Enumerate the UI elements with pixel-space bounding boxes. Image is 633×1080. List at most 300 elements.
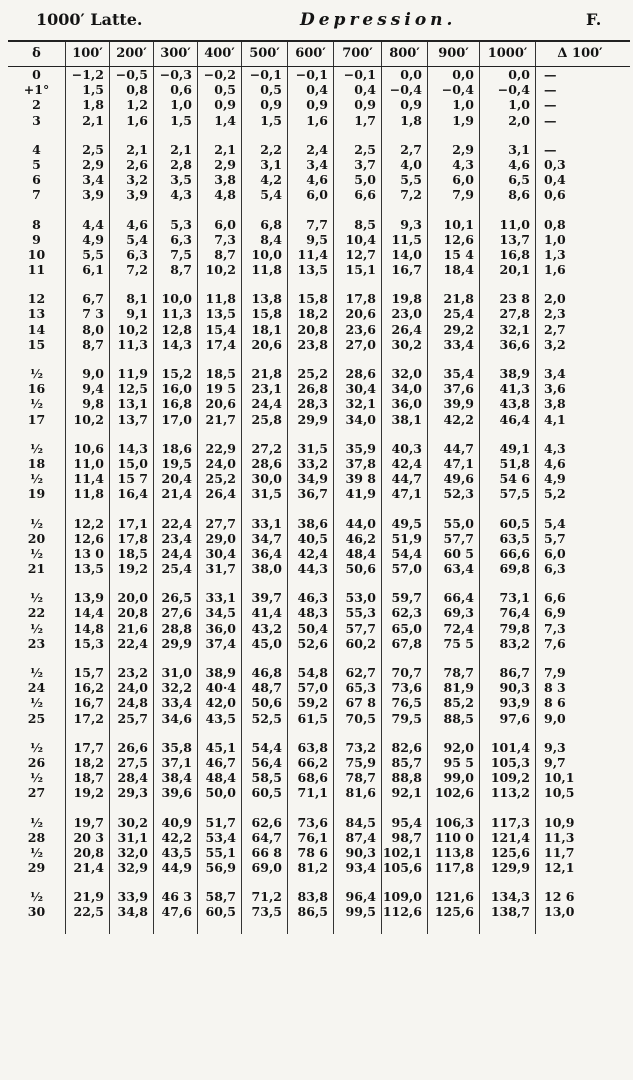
- table-cell: 5,0: [334, 172, 382, 187]
- table-cell: 71,2: [242, 889, 288, 904]
- gap-cell: [8, 801, 66, 815]
- table-cell: 29,9: [288, 412, 334, 427]
- table-cell: 86,5: [288, 904, 334, 919]
- table-cell: 0,9: [334, 97, 382, 112]
- table-cell: 1,0: [544, 231, 566, 247]
- table-row: [8, 337, 630, 352]
- gap-cell: [428, 920, 480, 934]
- table-cell: 13,7: [480, 232, 536, 247]
- table-cell: 19,8: [382, 291, 428, 306]
- table-cell: 2,5: [334, 142, 382, 157]
- table-cell: 12,7: [334, 247, 382, 262]
- gap-cell: [428, 502, 480, 516]
- gap-cell: [428, 801, 480, 815]
- table-cell: 27,8: [480, 306, 536, 321]
- table-cell: 30,4: [198, 546, 242, 561]
- table-cell: 50,6: [334, 561, 382, 576]
- table-row: [8, 665, 630, 680]
- table-cell: 38,9: [198, 665, 242, 680]
- gap-cell: [242, 726, 288, 740]
- row-gap: [8, 128, 630, 142]
- table-cell: 76,1: [288, 830, 334, 845]
- table-cell: 39,9: [428, 396, 480, 411]
- table-cell: 54,8: [288, 665, 334, 680]
- gap-cell: [334, 651, 382, 665]
- table-cell: 44,3: [288, 561, 334, 576]
- table-cell: 23,1: [242, 381, 288, 396]
- table-cell: 22,9: [198, 441, 242, 456]
- table-cell: 60,5: [242, 785, 288, 800]
- table-cell: 40,9: [154, 815, 198, 830]
- table-cell: 42,4: [288, 546, 334, 561]
- gap-cell: [198, 352, 242, 366]
- gap-cell: [382, 920, 428, 934]
- page-header: [0, 4, 633, 38]
- table-cell: 6,3: [154, 232, 198, 247]
- table-cell: 5,7: [544, 530, 566, 546]
- gap-cell: [154, 502, 198, 516]
- table-cell: 70,7: [382, 665, 428, 680]
- table-cell: 53,0: [334, 590, 382, 605]
- table-cell: 2,0: [480, 113, 536, 128]
- table-cell: 92,1: [382, 785, 428, 800]
- table-cell: 5,4: [544, 515, 566, 531]
- table-cell: 14,3: [154, 337, 198, 352]
- table-cell: 49,6: [428, 471, 480, 486]
- table-cell: 20,6: [242, 337, 288, 352]
- table-cell: 13,5: [198, 306, 242, 321]
- table-cell: 52,3: [428, 486, 480, 501]
- gap-cell: [8, 920, 66, 934]
- table-cell: 14,4: [66, 605, 110, 620]
- table-cell: 38,1: [382, 412, 428, 427]
- table-cell: 15 4: [428, 247, 480, 262]
- table-cell: 25,4: [154, 561, 198, 576]
- table-cell: 27,0: [334, 337, 382, 352]
- table-cell: 20,8: [288, 322, 334, 337]
- table-cell: 32,1: [480, 322, 536, 337]
- table-row: [8, 381, 630, 396]
- table-cell: 35,4: [428, 366, 480, 381]
- table-cell: 5,5: [382, 172, 428, 187]
- table-cell: 5,2: [544, 486, 566, 502]
- gap-cell: [66, 502, 110, 516]
- gap-cell: [66, 651, 110, 665]
- row-angle: 8: [8, 217, 66, 232]
- table-cell: 11,5: [382, 232, 428, 247]
- table-cell: 6,0: [198, 217, 242, 232]
- table-row: [8, 396, 630, 411]
- row-gap: [8, 277, 630, 291]
- row-angle: 13: [8, 306, 66, 321]
- gap-cell: [110, 920, 154, 934]
- gap-cell: [334, 726, 382, 740]
- table-cell: 0,6: [544, 187, 566, 203]
- table-cell: 47,6: [154, 904, 198, 919]
- table-cell: 0,5: [242, 82, 288, 97]
- gap-cell: [198, 726, 242, 740]
- table-cell: 93,4: [334, 860, 382, 875]
- table-cell: 34,8: [110, 904, 154, 919]
- table-cell: 16,0: [154, 381, 198, 396]
- gap-cell: [242, 128, 288, 142]
- table-cell: 66,6: [480, 546, 536, 561]
- table-cell: 73,6: [288, 815, 334, 830]
- depression-table: [8, 40, 630, 934]
- table-cell: 4,3: [544, 440, 566, 456]
- table-cell: 15,8: [288, 291, 334, 306]
- table-cell: 18,5: [110, 546, 154, 561]
- table-cell: 3,4: [544, 366, 566, 381]
- table-cell: 4,2: [242, 172, 288, 187]
- table-cell: 6,9: [544, 605, 566, 621]
- table-cell: 15,8: [242, 306, 288, 321]
- table-cell: 23,6: [334, 322, 382, 337]
- table-cell: 73,6: [382, 680, 428, 695]
- table-cell: 2,9: [198, 157, 242, 172]
- table-cell: 17,4: [198, 337, 242, 352]
- table-cell: 7,9: [428, 187, 480, 202]
- table-cell: 88,8: [382, 770, 428, 785]
- table-row: [8, 711, 630, 726]
- table-cell: 16,4: [110, 486, 154, 501]
- table-cell: 33,9: [110, 889, 154, 904]
- gap-cell: [154, 726, 198, 740]
- table-row: [8, 740, 630, 755]
- table-cell: 12,8: [154, 322, 198, 337]
- table-cell: 10,5: [544, 785, 575, 801]
- table-cell: —: [544, 141, 557, 157]
- table-cell: 1,0: [154, 97, 198, 112]
- table-cell: 23,8: [288, 337, 334, 352]
- table-cell: 16,8: [480, 247, 536, 262]
- table-cell: 24,4: [242, 396, 288, 411]
- table-cell: 39,6: [154, 785, 198, 800]
- table-cell: 13,5: [288, 262, 334, 277]
- table-cell: 18,6: [154, 441, 198, 456]
- gap-cell: [288, 352, 334, 366]
- header-left: 1000′ Latte.: [36, 10, 143, 29]
- table-cell: 4,6: [288, 172, 334, 187]
- gap-cell: [480, 875, 536, 889]
- gap-cell: [66, 801, 110, 815]
- table-row: [8, 97, 630, 112]
- table-cell: 50,6: [242, 695, 288, 710]
- gap-cell: [66, 920, 110, 934]
- table-cell: 46,3: [288, 590, 334, 605]
- table-row: [8, 860, 630, 875]
- gap-cell: [66, 427, 110, 441]
- table-cell: 0,8: [110, 82, 154, 97]
- table-cell: 73,1: [480, 590, 536, 605]
- table-cell: 26,6: [110, 740, 154, 755]
- table-cell: 2,6: [110, 157, 154, 172]
- gap-cell: [110, 801, 154, 815]
- table-cell: 16,2: [66, 680, 110, 695]
- table-cell: 2,8: [154, 157, 198, 172]
- gap-cell: [382, 726, 428, 740]
- row-group: [8, 291, 630, 366]
- table-cell: 7,5: [154, 247, 198, 262]
- row-gap: [8, 427, 630, 441]
- table-cell: 20,1: [480, 262, 536, 277]
- table-cell: 41,4: [242, 605, 288, 620]
- table-cell: 53,4: [198, 830, 242, 845]
- row-angle: ½: [8, 590, 66, 605]
- row-angle: 29: [8, 860, 66, 875]
- table-cell: 32,0: [110, 845, 154, 860]
- table-cell: 30,0: [242, 471, 288, 486]
- gap-cell: [288, 920, 334, 934]
- table-cell: —: [544, 67, 557, 82]
- table-cell: 2,1: [110, 142, 154, 157]
- table-cell: 13 0: [66, 546, 110, 561]
- column-header: Δ 100′: [557, 46, 603, 61]
- table-cell: 66,2: [288, 755, 334, 770]
- table-cell: 0,4: [544, 172, 566, 188]
- gap-cell: [154, 801, 198, 815]
- table-cell: 57,7: [334, 621, 382, 636]
- table-row: [8, 605, 630, 620]
- table-cell: 63,5: [480, 531, 536, 546]
- table-cell: 1,2: [110, 97, 154, 112]
- gap-cell: [154, 203, 198, 217]
- table-cell: 54 6: [480, 471, 536, 486]
- table-cell: 8,6: [480, 187, 536, 202]
- table-cell: 21,4: [66, 860, 110, 875]
- table-cell: 117,3: [480, 815, 536, 830]
- gap-cell: [480, 726, 536, 740]
- table-cell: 24,8: [110, 695, 154, 710]
- table-cell: 52,5: [242, 711, 288, 726]
- column-header: 700′: [334, 42, 382, 66]
- table-cell: 30,2: [382, 337, 428, 352]
- row-angle: 28: [8, 830, 66, 845]
- table-cell: 1,5: [242, 113, 288, 128]
- table-row: [8, 590, 630, 605]
- table-row: [8, 441, 630, 456]
- table-cell: 15,0: [110, 456, 154, 471]
- table-cell: 99,5: [334, 904, 382, 919]
- column-header: 1000′: [480, 42, 536, 66]
- gap-cell: [536, 352, 624, 366]
- row-group: [8, 590, 630, 665]
- table-cell: 17,0: [154, 412, 198, 427]
- gap-cell: [198, 801, 242, 815]
- table-cell: −0,5: [110, 67, 154, 82]
- table-cell: 57,5: [480, 486, 536, 501]
- table-cell: 36,4: [242, 546, 288, 561]
- table-cell: 32,2: [154, 680, 198, 695]
- table-cell: 27,7: [198, 516, 242, 531]
- gap-cell: [198, 502, 242, 516]
- table-cell: 13,5: [66, 561, 110, 576]
- table-cell: 3,2: [110, 172, 154, 187]
- table-cell: 3,4: [66, 172, 110, 187]
- row-gap: [8, 576, 630, 590]
- table-cell: 34,9: [288, 471, 334, 486]
- table-cell: 79,8: [480, 621, 536, 636]
- table-cell: 7 3: [66, 306, 110, 321]
- table-cell: 20,8: [110, 605, 154, 620]
- gap-cell: [154, 651, 198, 665]
- table-cell: 42,2: [154, 830, 198, 845]
- table-cell: 3,5: [154, 172, 198, 187]
- table-cell: 33,2: [288, 456, 334, 471]
- table-cell: 48,3: [288, 605, 334, 620]
- gap-cell: [480, 920, 536, 934]
- table-cell: 26,4: [198, 486, 242, 501]
- table-cell: 14,3: [110, 441, 154, 456]
- table-cell: 1,6: [110, 113, 154, 128]
- table-cell: 11,0: [480, 217, 536, 232]
- table-cell: 66,4: [428, 590, 480, 605]
- table-cell: 18,5: [198, 366, 242, 381]
- gap-cell: [480, 651, 536, 665]
- table-cell: 2,0: [544, 291, 566, 307]
- table-cell: 37,8: [334, 456, 382, 471]
- table-cell: 52,6: [288, 636, 334, 651]
- gap-cell: [198, 576, 242, 590]
- table-row: [8, 157, 630, 172]
- table-cell: —: [544, 112, 557, 128]
- table-cell: 20 3: [66, 830, 110, 845]
- table-cell: 44,7: [382, 471, 428, 486]
- table-cell: 18,1: [242, 322, 288, 337]
- column-header: 300′: [154, 42, 198, 66]
- table-cell: 6,3: [544, 561, 566, 577]
- table-cell: —: [544, 97, 557, 113]
- table-cell: 27,6: [154, 605, 198, 620]
- gap-cell: [8, 277, 66, 291]
- table-cell: 63,8: [288, 740, 334, 755]
- row-gap: [8, 920, 630, 934]
- table-cell: 78,7: [334, 770, 382, 785]
- table-cell: 3,1: [480, 142, 536, 157]
- table-cell: 17,8: [110, 531, 154, 546]
- table-cell: 43,5: [154, 845, 198, 860]
- table-row: [8, 142, 630, 157]
- table-cell: 112,6: [382, 904, 428, 919]
- table-cell: 58,7: [198, 889, 242, 904]
- table-cell: 45,0: [242, 636, 288, 651]
- table-cell: 33,4: [154, 695, 198, 710]
- table-cell: 56,4: [242, 755, 288, 770]
- row-angle: 24: [8, 680, 66, 695]
- table-cell: 28,3: [288, 396, 334, 411]
- row-angle: ½: [8, 621, 66, 636]
- gap-cell: [242, 875, 288, 889]
- table-cell: 79,5: [382, 711, 428, 726]
- table-cell: 29,9: [154, 636, 198, 651]
- table-cell: 27,2: [242, 441, 288, 456]
- row-angle: ½: [8, 770, 66, 785]
- gap-cell: [288, 277, 334, 291]
- table-cell: 41,9: [334, 486, 382, 501]
- gap-cell: [428, 128, 480, 142]
- row-group: [8, 217, 630, 292]
- table-cell: 8,4: [242, 232, 288, 247]
- table-cell: 49,5: [382, 516, 428, 531]
- table-row: [8, 621, 630, 636]
- table-row: [8, 366, 630, 381]
- gap-cell: [8, 726, 66, 740]
- table-cell: 4,8: [198, 187, 242, 202]
- table-cell: 30,2: [110, 815, 154, 830]
- row-gap: [8, 801, 630, 815]
- gap-cell: [288, 801, 334, 815]
- table-cell: 22,4: [154, 516, 198, 531]
- gap-cell: [110, 726, 154, 740]
- gap-cell: [382, 277, 428, 291]
- table-cell: 8,7: [66, 337, 110, 352]
- table-cell: 44,0: [334, 516, 382, 531]
- gap-cell: [242, 651, 288, 665]
- column-header: 900′: [428, 42, 480, 66]
- table-cell: 21,6: [110, 621, 154, 636]
- table-cell: 40,3: [382, 441, 428, 456]
- table-cell: 46,4: [480, 412, 536, 427]
- table-cell: 25,7: [110, 711, 154, 726]
- table-cell: 98,7: [382, 830, 428, 845]
- table-cell: 15,7: [66, 665, 110, 680]
- table-cell: 24,0: [198, 456, 242, 471]
- table-cell: 11,8: [198, 291, 242, 306]
- table-cell: 3,8: [198, 172, 242, 187]
- table-cell: 47,1: [428, 456, 480, 471]
- table-cell: 34,0: [334, 412, 382, 427]
- table-cell: 76,5: [382, 695, 428, 710]
- table-cell: 22,5: [66, 904, 110, 919]
- row-angle: 25: [8, 711, 66, 726]
- table-cell: 0,9: [382, 97, 428, 112]
- table-cell: 21,4: [154, 486, 198, 501]
- gap-cell: [536, 875, 624, 889]
- gap-cell: [536, 502, 624, 516]
- table-cell: 67,8: [382, 636, 428, 651]
- table-cell: 76,4: [480, 605, 536, 620]
- table-cell: 121,6: [428, 889, 480, 904]
- table-cell: 19,2: [110, 561, 154, 576]
- table-cell: 4,3: [428, 157, 480, 172]
- gap-cell: [66, 726, 110, 740]
- table-row: [8, 546, 630, 561]
- table-cell: 48,4: [198, 770, 242, 785]
- gap-cell: [428, 726, 480, 740]
- row-angle: 12: [8, 291, 66, 306]
- column-header: 500′: [242, 42, 288, 66]
- table-cell: 24,4: [154, 546, 198, 561]
- gap-cell: [8, 576, 66, 590]
- gap-cell: [382, 427, 428, 441]
- table-cell: 78 6: [288, 845, 334, 860]
- table-cell: 7,2: [110, 262, 154, 277]
- table-cell: 35,8: [154, 740, 198, 755]
- table-cell: 58,5: [242, 770, 288, 785]
- table-cell: 11,3: [544, 829, 575, 845]
- table-cell: 82,6: [382, 740, 428, 755]
- row-group: [8, 142, 630, 217]
- table-cell: 31,5: [242, 486, 288, 501]
- table-cell: 40·4: [198, 680, 242, 695]
- gap-cell: [480, 277, 536, 291]
- row-angle: 30: [8, 904, 66, 919]
- table-cell: 13,9: [66, 590, 110, 605]
- table-cell: 93,9: [480, 695, 536, 710]
- gap-cell: [110, 352, 154, 366]
- table-cell: 16,8: [154, 396, 198, 411]
- table-cell: 4,3: [154, 187, 198, 202]
